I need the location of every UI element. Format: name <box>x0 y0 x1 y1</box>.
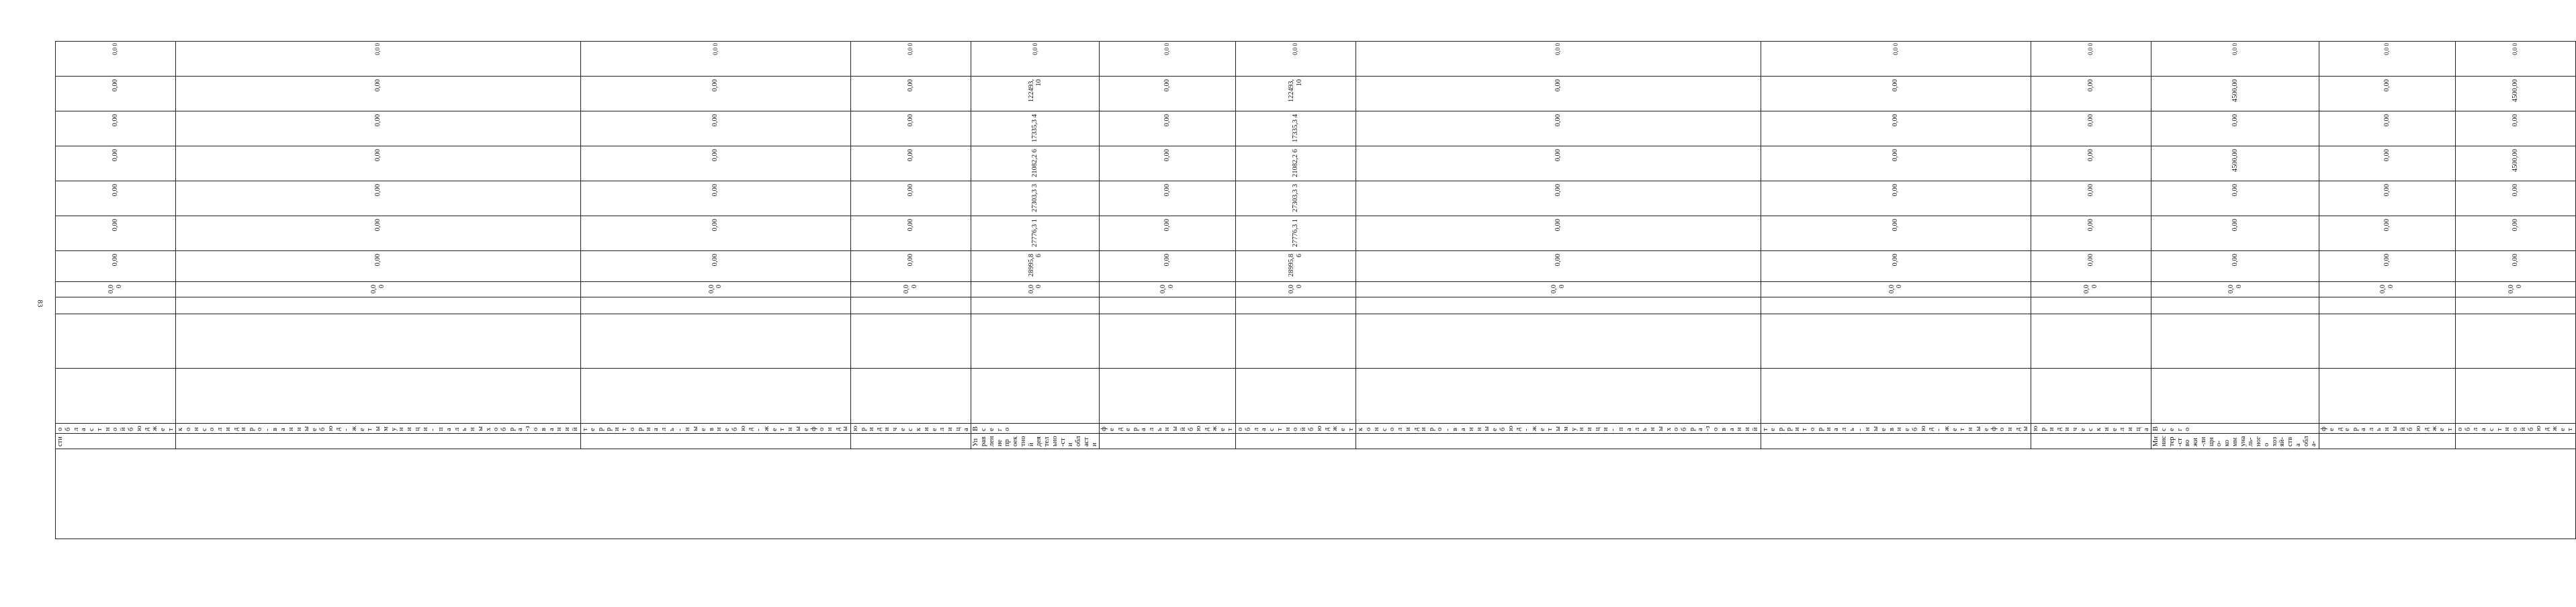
value-cell: 0,00 <box>971 282 1100 297</box>
responsible-cell: Управление проектной деятельно-сти области <box>971 434 1100 449</box>
value-cell: 0,00 <box>580 111 851 146</box>
value-cell: 0,00 <box>1761 146 2031 181</box>
value-cell: 0,00 <box>176 111 580 146</box>
empty-cell-c <box>176 369 580 424</box>
value-cell: 0,00 <box>2319 216 2456 251</box>
value-cell: 0,00 <box>2319 181 2456 216</box>
value-cell: 0,00 <box>851 146 971 181</box>
source-cell: областной бюджет <box>1236 424 1356 434</box>
value-cell: 0,00 <box>851 111 971 146</box>
value-cell: 0,00 <box>851 77 971 111</box>
empty-cell-a <box>56 297 176 314</box>
value-cell: 0,00 <box>1356 181 1761 216</box>
value-cell: 0,00 <box>2151 251 2319 282</box>
value-cell: 0,00 <box>56 146 176 181</box>
source-cell: областной бюджет <box>56 424 176 434</box>
value-cell: 0,00 <box>1761 216 2031 251</box>
value-cell: 17335,3 4 <box>1236 111 1356 146</box>
empty-cell-c <box>2319 369 2456 424</box>
empty-cell-a <box>176 297 580 314</box>
value-cell: 0,00 <box>851 282 971 297</box>
tail-value-cell: 0,0 0 <box>1356 42 1761 77</box>
tail-value-cell: 0,0 0 <box>1100 42 1236 77</box>
empty-cell-b <box>2455 314 2575 369</box>
value-cell: 0,00 <box>56 77 176 111</box>
empty-cell-a <box>971 297 1100 314</box>
responsible-cell <box>1100 434 1236 449</box>
value-cell: 21082,2 6 <box>1236 146 1356 181</box>
value-cell: 0,00 <box>1356 111 1761 146</box>
source-cell: юридические лица <box>2031 424 2151 434</box>
empty-cell-a <box>2455 297 2575 314</box>
value-cell: 0,00 <box>2319 146 2456 181</box>
value-cell: 0,00 <box>2151 282 2319 297</box>
empty-cell-a <box>2031 297 2151 314</box>
budget-table <box>55 33 2576 539</box>
empty-cell-a <box>1761 297 2031 314</box>
value-cell: 0,00 <box>851 216 971 251</box>
responsible-cell <box>580 434 851 449</box>
value-cell: 0,00 <box>2031 181 2151 216</box>
value-cell: 0,00 <box>2151 181 2319 216</box>
empty-cell-a <box>2151 297 2319 314</box>
empty-cell-b <box>851 314 971 369</box>
value-cell: 0,00 <box>851 251 971 282</box>
value-cell: 0,00 <box>1236 282 1356 297</box>
value-cell: 0,00 <box>2319 77 2456 111</box>
value-cell: 122493, 10 <box>971 77 1100 111</box>
value-cell: 27776,3 1 <box>971 216 1100 251</box>
table-row <box>56 34 176 539</box>
value-cell: 28995,8 6 <box>971 251 1100 282</box>
source-cell: консолидиро-ванные бюд-жеты муници-пальных обра-зований <box>176 424 580 434</box>
empty-cell-b <box>2319 314 2456 369</box>
value-cell: 0,00 <box>56 282 176 297</box>
source-cell: территориаль-ные внебюд-жетные фонды <box>1761 424 2031 434</box>
source-cell: Всего <box>2151 424 2319 434</box>
tail-value-cell: 0,0 0 <box>2031 42 2151 77</box>
empty-cell-a <box>1100 297 1236 314</box>
value-cell: 0,00 <box>1100 216 1236 251</box>
value-cell: 0,00 <box>580 216 851 251</box>
source-cell: областной бюджет <box>2455 424 2575 434</box>
responsible-cell <box>1761 434 2031 449</box>
value-cell: 0,00 <box>1761 77 2031 111</box>
source-cell: Всего <box>971 424 1100 434</box>
value-cell: 0,00 <box>580 251 851 282</box>
responsible-cell <box>176 434 580 449</box>
responsible-cell: сти <box>56 434 176 449</box>
responsible-cell <box>1236 434 1356 449</box>
value-cell: 0,00 <box>2319 111 2456 146</box>
tail-value-cell: 0,0 0 <box>2455 42 2575 77</box>
tail-value-cell: 0,0 0 <box>851 42 971 77</box>
blank-left-block <box>56 449 2576 539</box>
value-cell: 0,00 <box>1100 282 1236 297</box>
value-cell: 0,00 <box>56 111 176 146</box>
value-cell: 0,00 <box>580 146 851 181</box>
empty-cell-b <box>56 314 176 369</box>
value-cell: 0,00 <box>1100 77 1236 111</box>
empty-cell-c <box>2031 369 2151 424</box>
empty-cell-c <box>56 369 176 424</box>
empty-cell-b <box>2031 314 2151 369</box>
value-cell: 0,00 <box>1356 251 1761 282</box>
value-cell: 0,00 <box>2031 77 2151 111</box>
empty-cell-c <box>1356 369 1761 424</box>
value-cell: 0,00 <box>1356 216 1761 251</box>
empty-cell-c <box>971 369 1100 424</box>
value-cell: 0,00 <box>176 146 580 181</box>
empty-cell-a <box>580 297 851 314</box>
empty-cell-b <box>1356 314 1761 369</box>
tail-value-cell: 0,0 0 <box>176 42 580 77</box>
source-cell: консолидиро-ванные бюд-жеты муници-пальных обра-зований <box>1356 424 1761 434</box>
value-cell: 122493, 10 <box>1236 77 1356 111</box>
value-cell: 0,00 <box>1761 181 2031 216</box>
value-cell: 0,00 <box>580 282 851 297</box>
tail-value-cell: 0,0 0 <box>2319 42 2456 77</box>
value-cell: 0,00 <box>1761 251 2031 282</box>
value-cell: 0,00 <box>2031 111 2151 146</box>
value-cell: 0,00 <box>2455 251 2575 282</box>
empty-cell-a <box>1356 297 1761 314</box>
empty-cell-c <box>1236 369 1356 424</box>
empty-cell-b <box>971 314 1100 369</box>
value-cell: 27303,3 3 <box>1236 181 1356 216</box>
source-cell: юридические лица <box>851 424 971 434</box>
value-cell: 4500,00 <box>2151 146 2319 181</box>
responsible-cell <box>2031 434 2151 449</box>
empty-cell-b <box>1761 314 2031 369</box>
value-cell: 0,00 <box>56 251 176 282</box>
tail-value-cell: 0,0 0 <box>971 42 1100 77</box>
value-cell: 0,00 <box>2319 282 2456 297</box>
source-cell: территориаль-ные внебюд-жетные фонды <box>580 424 851 434</box>
empty-cell-a <box>1236 297 1356 314</box>
value-cell: 0,00 <box>1356 146 1761 181</box>
value-cell: 0,00 <box>2151 111 2319 146</box>
value-cell: 28995,8 6 <box>1236 251 1356 282</box>
value-cell: 0,00 <box>2319 251 2456 282</box>
value-cell: 0,00 <box>2031 216 2151 251</box>
value-cell: 0,00 <box>176 282 580 297</box>
empty-cell-c <box>1100 369 1236 424</box>
empty-cell-b <box>1236 314 1356 369</box>
value-cell: 0,00 <box>2455 216 2575 251</box>
value-cell: 0,00 <box>580 77 851 111</box>
rotated-budget-table <box>55 43 2575 539</box>
value-cell: 0,00 <box>2031 146 2151 181</box>
empty-cell-b <box>2151 314 2319 369</box>
value-cell: 0,00 <box>2455 181 2575 216</box>
empty-cell-a <box>2319 297 2456 314</box>
responsible-cell <box>1356 434 1761 449</box>
responsible-cell: Министер-ство жи-лищно-коммуналь-ного хозяй-ства обла- <box>2151 434 2319 449</box>
empty-cell-a <box>851 297 971 314</box>
value-cell: 0,00 <box>56 216 176 251</box>
value-cell: 4500,00 <box>2455 77 2575 111</box>
empty-cell-b <box>176 314 580 369</box>
value-cell: 0,00 <box>176 251 580 282</box>
value-cell: 0,00 <box>1100 251 1236 282</box>
value-cell: 0,00 <box>176 216 580 251</box>
empty-cell-c <box>851 369 971 424</box>
value-cell: 0,00 <box>2151 216 2319 251</box>
value-cell: 0,00 <box>1100 146 1236 181</box>
value-cell: 0,00 <box>2455 282 2575 297</box>
value-cell: 0,00 <box>176 77 580 111</box>
tail-value-cell: 0,0 0 <box>1236 42 1356 77</box>
value-cell: 0,00 <box>2031 282 2151 297</box>
tail-value-cell: 0,0 0 <box>56 42 176 77</box>
source-cell: федеральный бюджет <box>2319 424 2456 434</box>
responsible-cell <box>2319 434 2456 449</box>
value-cell: 4500,00 <box>2151 77 2319 111</box>
page-number: 83 <box>36 299 44 308</box>
value-cell: 0,00 <box>580 181 851 216</box>
value-cell: 21082,2 6 <box>971 146 1100 181</box>
empty-cell-b <box>1100 314 1236 369</box>
value-cell: 0,00 <box>56 181 176 216</box>
responsible-cell <box>851 434 971 449</box>
source-cell: федеральный бюджет <box>1100 424 1236 434</box>
value-cell: 17335,3 4 <box>971 111 1100 146</box>
tail-value-cell: 0,0 0 <box>2151 42 2319 77</box>
value-cell: 27776,3 1 <box>1236 216 1356 251</box>
empty-cell-c <box>580 369 851 424</box>
value-cell: 0,00 <box>851 181 971 216</box>
value-cell: 0,00 <box>2031 251 2151 282</box>
tail-value-cell: 0,0 0 <box>1761 42 2031 77</box>
value-cell: 0,00 <box>1100 181 1236 216</box>
table-body <box>56 34 2576 539</box>
value-cell: 0,00 <box>176 181 580 216</box>
empty-cell-c <box>2455 369 2575 424</box>
value-cell: 27303,3 3 <box>971 181 1100 216</box>
tail-value-cell: 0,0 0 <box>580 42 851 77</box>
value-cell: 0,00 <box>2455 111 2575 146</box>
responsible-cell <box>2455 434 2575 449</box>
value-cell: 0,00 <box>1356 77 1761 111</box>
value-cell: 0,00 <box>1761 111 2031 146</box>
empty-cell-c <box>1761 369 2031 424</box>
value-cell: 4500,00 <box>2455 146 2575 181</box>
value-cell: 0,00 <box>1100 111 1236 146</box>
empty-cell-b <box>580 314 851 369</box>
value-cell: 0,00 <box>1356 282 1761 297</box>
value-cell: 0,00 <box>1761 282 2031 297</box>
empty-cell-c <box>2151 369 2319 424</box>
